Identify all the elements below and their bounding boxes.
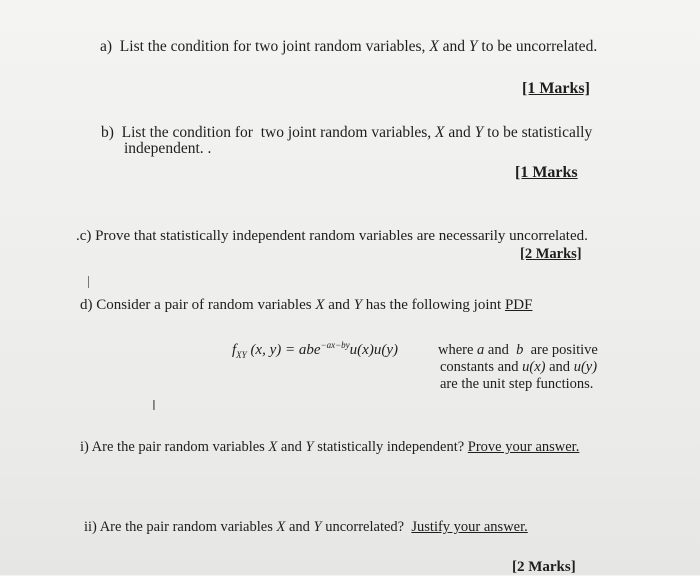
margin-mark <box>88 276 89 288</box>
question-d-i: i) Are the pair random variables X and Y statistically independent? Prove your answer. <box>80 439 580 455</box>
marks-d: [2 Marks] <box>512 559 576 575</box>
question-b-line1: b) List the condition for two joint random variables, X and Y to be statistically <box>101 124 593 141</box>
question-c: .c) Prove that statistically independent random variables are necessarily uncorrelated. <box>76 228 588 244</box>
joint-pdf-formula: $f_{XY}$ (x, y) = abe$^{-ax-by}$u(x)u(y) <box>232 340 398 360</box>
formula-note-line3: are the unit step functions. <box>440 376 594 392</box>
text-cursor-icon: I <box>152 399 156 414</box>
question-d-ii: ii) Are the pair random variables X and Y uncorrelated? Justify your answer. <box>84 519 528 535</box>
question-a: a) List the condition for two joint random variables, X and Y to be uncorrelated. <box>100 38 598 55</box>
formula-note-line2: constants and u(x) and u(y) <box>440 359 598 375</box>
marks-c: [2 Marks] <box>520 246 582 262</box>
question-d-intro: d) Consider a pair of random variables X and Y has the following joint PDF <box>80 297 533 313</box>
marks-b: [1 Marks <box>515 164 578 181</box>
question-b-line2: independent. . <box>124 140 212 157</box>
marks-a: [1 Marks] <box>522 80 590 97</box>
formula-note-line1: where a and b are positive <box>438 342 598 358</box>
